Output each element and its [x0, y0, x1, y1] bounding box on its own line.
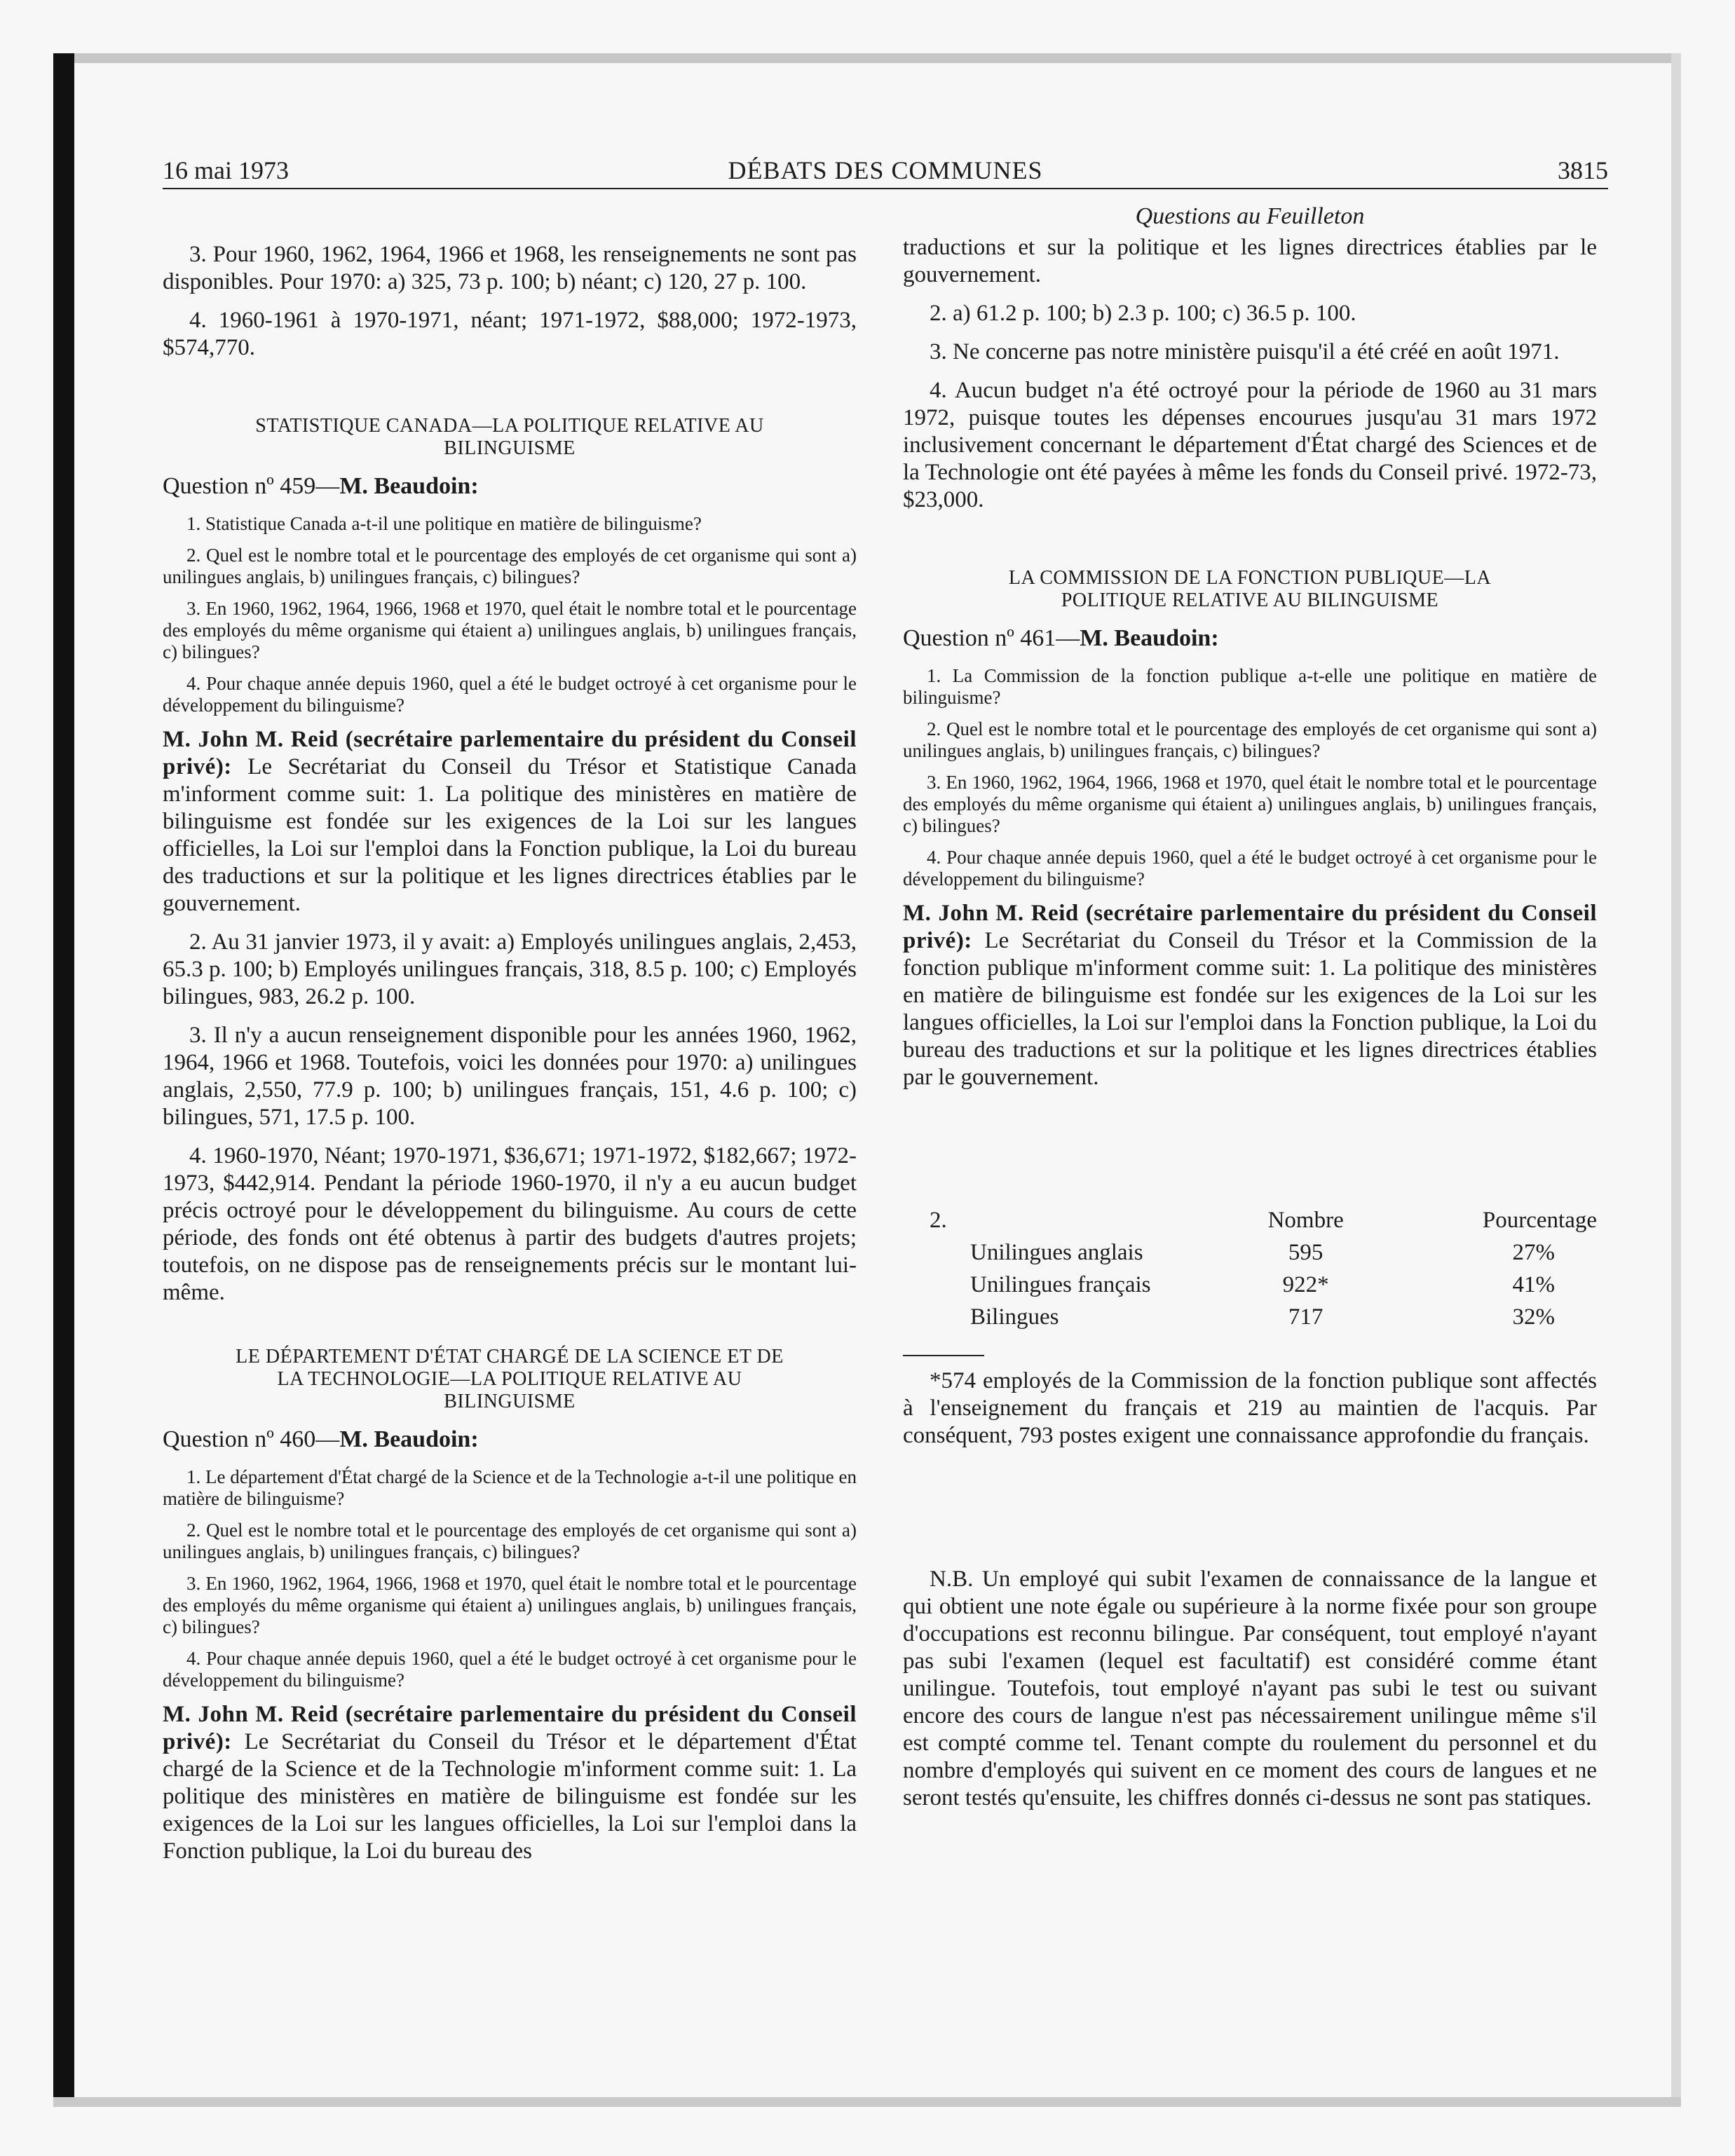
section-title: LE DÉPARTEMENT D'ÉTAT CHARGÉ DE LA SCIENCE ET DE LA TECHNOLOGIE—LA POLITIQUE RELATIVE AU BILINGUISME — [236, 1346, 784, 1412]
question-item: 1. Le département d'État chargé de la Science et de la Technologie a-t-il une politique en matière de bilinguisme? — [163, 1466, 857, 1509]
journal-title: DÉBATS DES COMMUNES — [728, 156, 1043, 184]
row-percent: 32% — [1512, 1304, 1555, 1330]
staff-table — [903, 1208, 1597, 1337]
question-item: 2. Quel est le nombre total et le pourcentage des employés de cet organisme qui sont a) unilingues anglais, b) unilingues français, c) bilingues? — [163, 1520, 857, 1562]
page-number: 3815 — [1558, 156, 1608, 184]
continued-paragraph: 4. 1960-1961 à 1970-1971, néant; 1971-1972, $88,000; 1972-1973, $574,770. — [163, 308, 857, 360]
header-rule — [163, 188, 1608, 189]
row-count: 717 — [1288, 1304, 1324, 1330]
section-title: STATISTIQUE CANADA—LA POLITIQUE RELATIVE AU BILINGUISME — [255, 415, 764, 459]
row-label: Bilingues — [970, 1304, 1059, 1330]
column-header-count: Nombre — [1267, 1208, 1344, 1233]
continued-paragraph: 3. Pour 1960, 1962, 1964, 1966 et 1968, les renseignements ne sont pas disponibles. Pour 1970: a) 325, 73 p. 100; b) néant; c) 120, 27 p. 100. — [163, 242, 857, 294]
row-count: 595 — [1288, 1240, 1324, 1265]
row-count: 922* — [1282, 1272, 1329, 1297]
answer-paragraph: 4. 1960-1970, Néant; 1970-1971, $36,671; 1971-1972, $182,667; 1972-1973, $442,914. Pendant la période 1960-1970, il n'y a eu aucun budget précis octroyé pour le développement du bilinguisme. Au cours de cette période, des fonds ont été obtenus à partir des budgets d'autres projets; toutefois, on ne dispose pas de renseignements précis sur le montant lui-même. — [163, 1143, 857, 1305]
table-row — [903, 1240, 1597, 1272]
table-row — [903, 1304, 1597, 1337]
nota-bene-paragraph: N.B. Un employé qui subit l'examen de connaissance de la langue et qui obtient une note égale ou supérieure à la norme fixée pour son groupe d'occupations est reconnu bilingue. Par conséquent, tout employé n'ayant pas subi l'examen (lequel est facultatif) est considéré comme étant unilingue. Toutefois, tout employé n'ayant pas subi le test ou suivant encore des cours de langue n'est pas nécessairement unilingue même s'il est compté comme tel. Tenant compte du roulement du personnel et du nombre d'employés qui suivent en ce moment des cours de langues et ne seront testés qu'ensuite, les chiffres donnés ci-dessus ne sont pas statiques. — [903, 1567, 1597, 1810]
answer-paragraph: 3. Il n'y a aucun renseignement disponible pour les années 1960, 1962, 1964, 1966 et 1968. Toutefois, voici les données pour 1970: a) unilingues anglais, 2,550, 77.9 p. 100; b) unilingues français, 151, 4.6 p. 100; c) bilingues, 571, 17.5 p. 100. — [163, 1023, 857, 1130]
question-item: 1. La Commission de la fonction publique a-t-elle une politique en matière de bilinguisme? — [903, 665, 1597, 708]
continued-paragraph: 3. Ne concerne pas notre ministère puisqu'il a été créé en août 1971. — [930, 339, 1560, 364]
question-item: 2. Quel est le nombre total et le pourcentage des employés de cet organisme qui sont a) unilingues anglais, b) unilingues français, c) bilingues? — [903, 718, 1597, 761]
table-header-row — [903, 1208, 1597, 1240]
question-item: 3. En 1960, 1962, 1964, 1966, 1968 et 1970, quel était le nombre total et le pourcentage des employés du même organisme qui étaient a) unilingues anglais, b) unilingues français, c) bilingues? — [903, 772, 1597, 836]
table-number-label: 2. — [930, 1208, 947, 1233]
speaker-name: M. John M. Reid (secrétaire parlementaire du président du Conseil privé): — [163, 727, 857, 779]
section-title: LA COMMISSION DE LA FONCTION PUBLIQUE—LA POLITIQUE RELATIVE AU BILINGUISME — [1008, 567, 1492, 611]
page-header — [163, 156, 1608, 191]
question-item: 3. En 1960, 1962, 1964, 1966, 1968 et 1970, quel était le nombre total et le pourcentage des employés du même organisme qui étaient a) unilingues anglais, b) unilingues français, c) bilingues? — [163, 598, 857, 662]
column-header-percent: Pourcentage — [1482, 1208, 1597, 1233]
question-heading: Question nº 461—M. Beaudoin: — [903, 625, 1219, 651]
question-item: 2. Quel est le nombre total et le pourcentage des employés de cet organisme qui sont a) unilingues anglais, b) unilingues français, c) bilingues? — [163, 545, 857, 587]
answer-paragraph: 2. Au 31 janvier 1973, il y avait: a) Employés unilingues anglais, 2,453, 65.3 p. 100; b) Employés unilingues français, 318, 8.5 p. 100; c) Employés bilingues, 983, 26.2 p. 100. — [163, 929, 857, 1009]
scan-edge-top — [53, 53, 1681, 63]
question-item: 3. En 1960, 1962, 1964, 1966, 1968 et 1970, quel était le nombre total et le pourcentage des employés du même organisme qui étaient a) unilingues anglais, b) unilingues français, c) bilingues? — [163, 1573, 857, 1637]
scan-edge-left — [53, 53, 74, 2107]
right-column — [903, 203, 1597, 1823]
row-label: Unilingues français — [970, 1272, 1151, 1297]
left-column — [163, 241, 857, 1876]
scan-edge-right — [1671, 53, 1681, 2107]
running-head: Questions au Feuilleton — [1135, 203, 1365, 229]
footnote-rule — [903, 1355, 984, 1356]
answer-paragraph: M. John M. Reid (secrétaire parlementaire du président du Conseil privé): Le Secrétariat du Conseil du Trésor et le département d'État chargé de la Science et de la Technologie m'informent comme suit: 1. La politique des ministères en matière de bilinguisme est fondée sur les exigences de la Loi sur les langues officielles, la Loi sur l'emploi dans la Fonction publique, la Loi du bureau des — [163, 1702, 857, 1864]
question-heading: Question nº 459—M. Beaudoin: — [163, 473, 479, 499]
continued-paragraph: traductions et sur la politique et les lignes directrices établies par le gouvernement. — [903, 235, 1597, 287]
row-percent: 41% — [1512, 1272, 1555, 1297]
continued-paragraph: 4. Aucun budget n'a été octroyé pour la période de 1960 au 31 mars 1972, puisque toutes les dépenses encourues jusqu'au 31 mars 1972 inclusivement concernant le département d'État chargé des Sciences et de la Technologie ont été payées à même les fonds du Conseil privé. 1972-73, $23,000. — [903, 378, 1597, 512]
issue-date: 16 mai 1973 — [163, 156, 289, 184]
row-percent: 27% — [1512, 1240, 1555, 1265]
footnote: *574 employés de la Commission de la fonction publique sont affectés à l'enseignement du français et 219 au maintien de l'acquis. Par conséquent, 793 postes exigent une connaissance approfondie du français. — [903, 1368, 1597, 1448]
speaker-name: M. John M. Reid (secrétaire parlementaire du président du Conseil privé): — [163, 1702, 857, 1754]
answer-paragraph: M. John M. Reid (secrétaire parlementaire du président du Conseil privé): Le Secrétariat du Conseil du Trésor et la Commission de la fonction publique m'informent comme suit: 1. La politique des ministères en matière de bilinguisme est fondée sur les exigences de la Loi sur les langues officielles, la Loi sur l'emploi dans la Fonction publique, la Loi du bureau des traductions et sur la politique et les lignes directrices établies par le gouvernement. — [903, 901, 1598, 1090]
question-item: 4. Pour chaque année depuis 1960, quel a été le budget octroyé à cet organisme pour le développement du bilinguisme? — [163, 673, 857, 716]
question-item: 4. Pour chaque année depuis 1960, quel a été le budget octroyé à cet organisme pour le développement du bilinguisme? — [163, 1648, 857, 1691]
speaker-name: M. John M. Reid (secrétaire parlementaire du président du Conseil privé): — [903, 901, 1597, 953]
question-item: 4. Pour chaque année depuis 1960, quel a été le budget octroyé à cet organisme pour le développement du bilinguisme? — [903, 847, 1597, 889]
scan-edge-bottom — [53, 2097, 1681, 2107]
row-label: Unilingues anglais — [970, 1240, 1143, 1265]
question-heading: Question nº 460—M. Beaudoin: — [163, 1426, 479, 1452]
question-item: 1. Statistique Canada a-t-il une politique en matière de bilinguisme? — [186, 513, 702, 534]
answer-paragraph: M. John M. Reid (secrétaire parlementaire du président du Conseil privé): Le Secrétariat du Conseil du Trésor et Statistique Canada m'informent comme suit: 1. La politique des ministères en matière de bilinguisme est fondée sur les exigences de la Loi sur les langues officielles, la Loi sur l'emploi dans la Fonction publique, la Loi du bureau des traductions et sur la politique et les lignes directrices établies par le gouvernement. — [163, 727, 857, 916]
table-row — [903, 1272, 1597, 1304]
continued-paragraph: 2. a) 61.2 p. 100; b) 2.3 p. 100; c) 36.5 p. 100. — [930, 301, 1356, 326]
